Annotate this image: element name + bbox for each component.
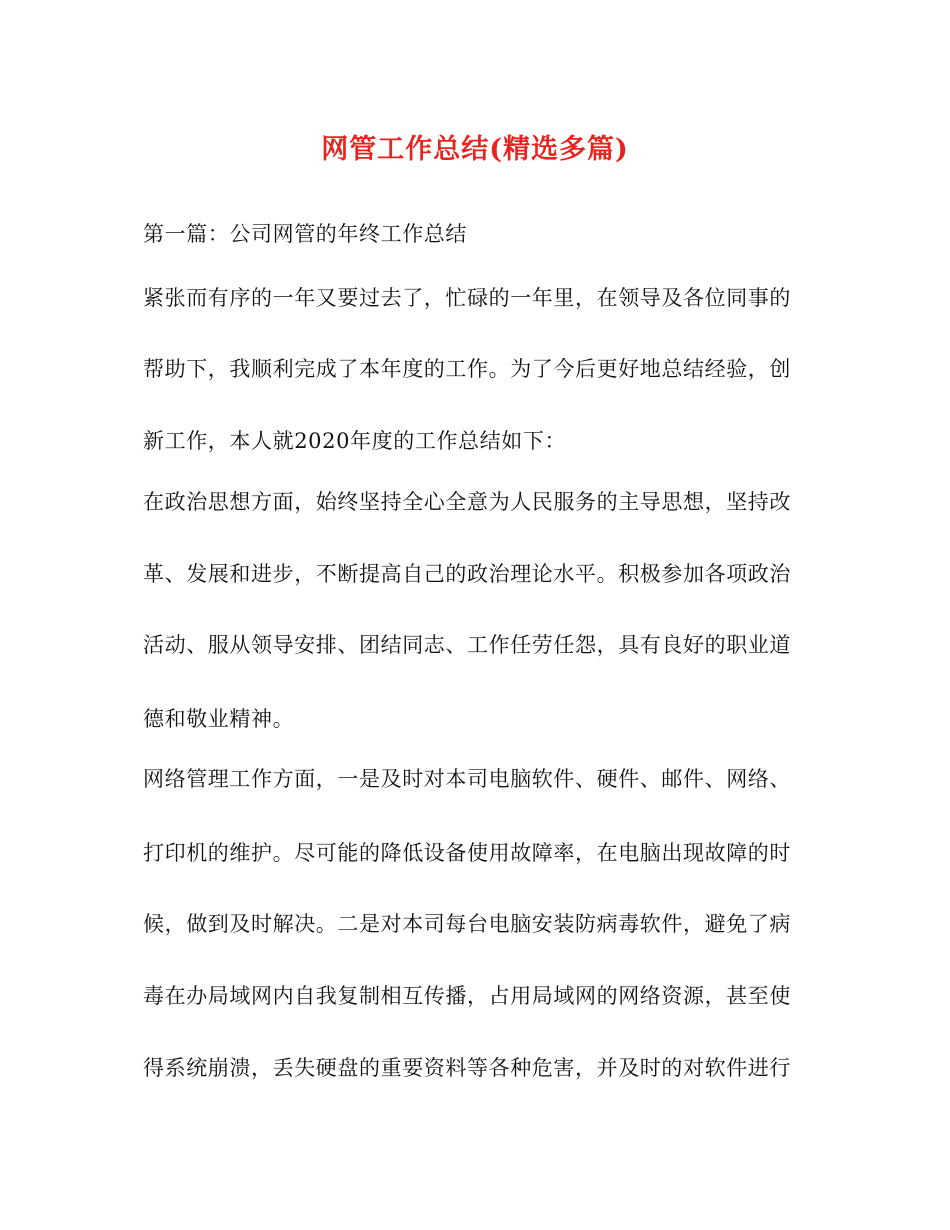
body-line: 候，做到及时解决。二是对本司每台电脑安装防病毒软件，避免了病 <box>143 912 791 936</box>
body-line: 帮助下，我顺利完成了本年度的工作。为了今后更好地总结经验，创 <box>143 357 791 381</box>
body-line: 网络管理工作方面，一是及时对本司电脑软件、硬件、邮件、网络、 <box>143 767 791 791</box>
body-line: 得系统崩溃，丢失硬盘的重要资料等各种危害，并及时的对软件进行 <box>143 1056 791 1080</box>
document-title: 网管工作总结(精选多篇) <box>321 134 629 165</box>
body-line: 紧张而有序的一年又要过去了，忙碌的一年里，在领导及各位同事的 <box>143 286 791 310</box>
body-line: 在政治思想方面，始终坚持全心全意为人民服务的主导思想，坚持改 <box>143 490 791 514</box>
body-line: 打印机的维护。尽可能的降低设备使用故障率，在电脑出现故障的时 <box>143 841 791 865</box>
body-line: 毒在办局域网内自我复制相互传播，占用局域网的网络资源，甚至使 <box>143 984 791 1008</box>
heading-line: 第一篇：公司网管的年终工作总结 <box>143 222 467 246</box>
body-line: 德和敬业精神。 <box>143 707 295 731</box>
body-line: 革、发展和进步，不断提高自己的政治理论水平。积极参加各项政治 <box>143 562 791 586</box>
body-line: 活动、服从领导安排、团结同志、工作任劳任怨，具有良好的职业道 <box>143 633 791 657</box>
body-line: 新工作，本人就2020年度的工作总结如下： <box>143 429 567 453</box>
